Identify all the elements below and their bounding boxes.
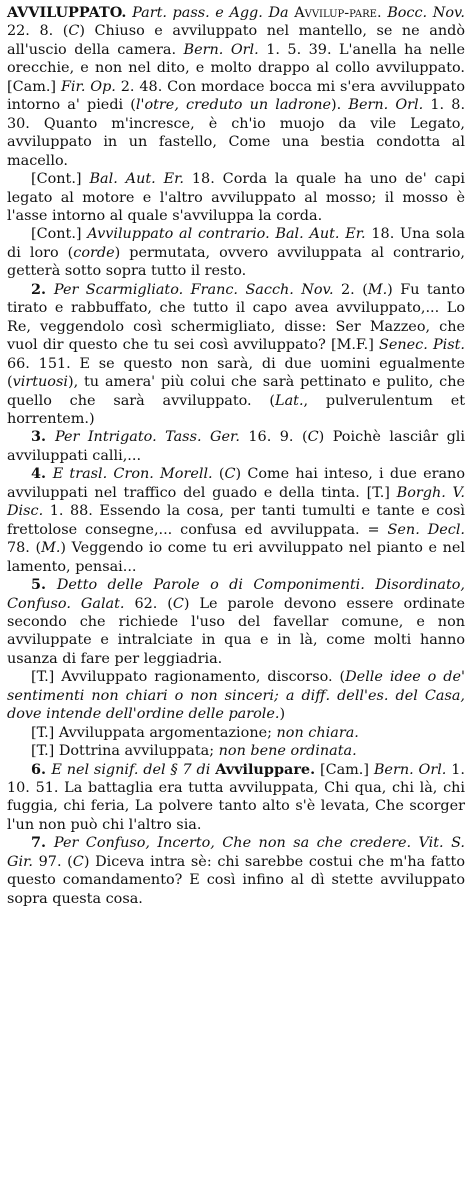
italic-text: non chiara. [276, 724, 359, 741]
bold-text: 3. [31, 428, 55, 446]
italic-text: E trasl. Cron. Morell. [52, 466, 213, 483]
text-run: 78. ( [7, 540, 42, 557]
italic-text: Avviluppato al contrario. Bal. Aut. Er. [87, 226, 366, 243]
text-run: , pulverulentum et horrentem.) [7, 392, 465, 427]
bold-text: AVVILUPPATO. [7, 4, 127, 21]
italic-text: non bene ordinata. [218, 743, 357, 760]
text-run: 97. ( [32, 853, 73, 870]
text-run: ) Poichè lasciâr gli avviluppati calli,... [7, 429, 465, 464]
italic-text: Bern. Orl. [183, 41, 259, 58]
bold-text: 4. [31, 465, 53, 483]
text-run: 22. 8. ( [7, 23, 69, 40]
italic-text: Part. pass. e Agg. Da [132, 5, 289, 21]
italic-text: Per Scarmigliato. Franc. Sacch. Nov. [53, 281, 334, 298]
italic-text: virtuosi [12, 374, 68, 391]
text-run: ) Fu tanto tirato e rabbuffato, che tutto il capo avea avviluppato,... Lo Re, veggendolo così schermigliato, disse: Ser Mazzeo, che vuol dir questo che tu sei così avviluppato? [M.F.] [7, 281, 465, 354]
entry-paragraph [7, 225, 465, 280]
text-run: 2. 48. Con mordace bocca mi s'era avviluppato intorno a' piedi ( [7, 78, 465, 114]
entry-paragraph [7, 465, 465, 576]
text-run: 2. ( [333, 281, 368, 298]
text-run: [Cont.] [31, 226, 88, 243]
text-run: ) Veggendo io come tu eri avviluppato nel pianto e nel lamento, pensai... [7, 540, 465, 575]
entry-paragraph [7, 428, 465, 465]
text-run: ), tu amera' più colui che sarà pettinato e pulito, che quello che sarà avviluppato. ( [7, 374, 465, 409]
text-run: 1. 8. 30. Quanto m'incresce, è ch'io muojo da vile Legato, avviluppato in un fastello, Come una bestia condotta al macello. [7, 97, 466, 169]
italic-text: Bern. Orl. [348, 97, 424, 114]
text-run: Avvilup-pare [294, 5, 377, 21]
italic-text: Sen. Decl. [387, 521, 465, 538]
italic-text: Per Confuso, Incerto, Che non sa che credere. Vit. S. Gir. [7, 835, 465, 870]
italic-text: Bal. Aut. Er. [89, 171, 184, 188]
italic-text: l'otre, creduto un ladrone [135, 97, 332, 114]
entry-paragraph [7, 170, 465, 225]
italic-text: Lat. [275, 392, 304, 409]
italic-text: Per Intrigato. Tass. Ger. [54, 429, 240, 446]
entry-paragraph [7, 761, 465, 835]
text-run: [Cam.] [315, 761, 374, 778]
italic-text: C [72, 853, 84, 870]
text-run: 1. 5. 39. L'anella ha nelle orecchie, e non nel dito, e molto drappo al collo avviluppato. [Cam.] [7, 41, 465, 95]
text-run: ) Le parole devono essere ordinate secondo che richiede l'uso del favellar comune, e non avviluppate e intralciate in qua e in là, come molti hanno usanza di fare per leggiadria. [7, 595, 465, 667]
dictionary-entry-avviluppato [7, 4, 465, 908]
text-run: . [376, 5, 388, 21]
bold-text: 2. [31, 280, 54, 298]
bold-text: 5. [31, 576, 57, 594]
text-run: ( [212, 466, 225, 483]
bold-text: Avviluppare. [215, 760, 316, 778]
entry-paragraph [7, 724, 465, 742]
italic-text: Borgh. V. Disc. [7, 484, 465, 520]
italic-text: Senec. Pist. [379, 337, 465, 354]
entry-paragraph [7, 668, 465, 723]
text-run: ) [279, 706, 286, 723]
text-run: [T.] Dottrina avviluppata; [31, 743, 219, 760]
entry-paragraph [7, 576, 465, 668]
italic-text: E nel signif. del § 7 di [51, 761, 211, 778]
text-run: 16. 9. ( [239, 429, 308, 446]
bold-text: 7. [31, 834, 54, 852]
italic-text: Detto delle Parole o di Componimenti. Disordinato, Confuso. Galat. [7, 577, 465, 612]
text-run: 18. Una sola di loro ( [7, 226, 465, 261]
text-run: ) Come hai inteso, i due erano avviluppati nel traffico del guado e della tinta. [T.] [7, 466, 465, 501]
italic-text: Bocc. Nov. [387, 5, 465, 21]
entry-paragraph [7, 4, 465, 170]
text-run: 18. Corda la quale ha uno de' capi legato al motore e l'altro avviluppato al mosso; il mosso è l'asse intorno al quale s'avviluppa la corda. [7, 171, 466, 224]
text-run: ) permutata, ovvero avviluppata al contrario, getterà sotto sopra tutto il resto. [7, 244, 465, 280]
text-run: [Cont.] [31, 171, 90, 188]
entry-paragraph [7, 742, 465, 760]
text-run: 1. 10. 51. La battaglia era tutta avviluppata, Chi qua, chi là, chi fuggia, chi feria, La polvere tanto alto s'è levata, Che scorger l'un non può chi l'altro sia. [7, 761, 465, 833]
italic-text: Delle idee o de' sentimenti non chiari o non sinceri; a diff. dell'es. del Casa, dove intende dell'ordine delle parole. [7, 669, 465, 723]
text-run: ) Chiuso e avviluppato nel mantello, se ne andò all'uscio della camera. [7, 23, 465, 58]
entry-paragraph [7, 834, 465, 908]
text-run: [T.] Avviluppato ragionamento, discorso. ( [31, 669, 346, 686]
text-run: 62. ( [124, 595, 173, 612]
italic-text: Fir. Op. [60, 78, 116, 95]
italic-text: Bern. Orl. [373, 761, 447, 778]
text-run: ). [331, 97, 349, 114]
bold-text: 6. [31, 760, 52, 778]
italic-text: C [307, 429, 319, 446]
italic-text: M. [41, 540, 61, 557]
italic-text: C [172, 595, 184, 612]
text-run: ) Diceva intra sè: chi sarebbe costui che m'ha fatto questo comandamento? E così infino al dì stette avviluppato sopra questa cosa. [7, 853, 465, 907]
text-run: 66. 151. E se questo non sarà, di due uomini egualmente ( [7, 355, 465, 391]
italic-text: M. [367, 281, 388, 298]
italic-text: C [224, 466, 236, 483]
text-run: [T.] Avviluppata argomentazione; [31, 724, 277, 741]
italic-text: C [68, 23, 80, 40]
entry-paragraph [7, 281, 465, 429]
text-run: 1. 88. Essendo la cosa, per tanti tumulti e tante e così frettolose consegne,... confusa ed avviluppata. = [7, 503, 465, 538]
italic-text: corde [73, 244, 115, 261]
